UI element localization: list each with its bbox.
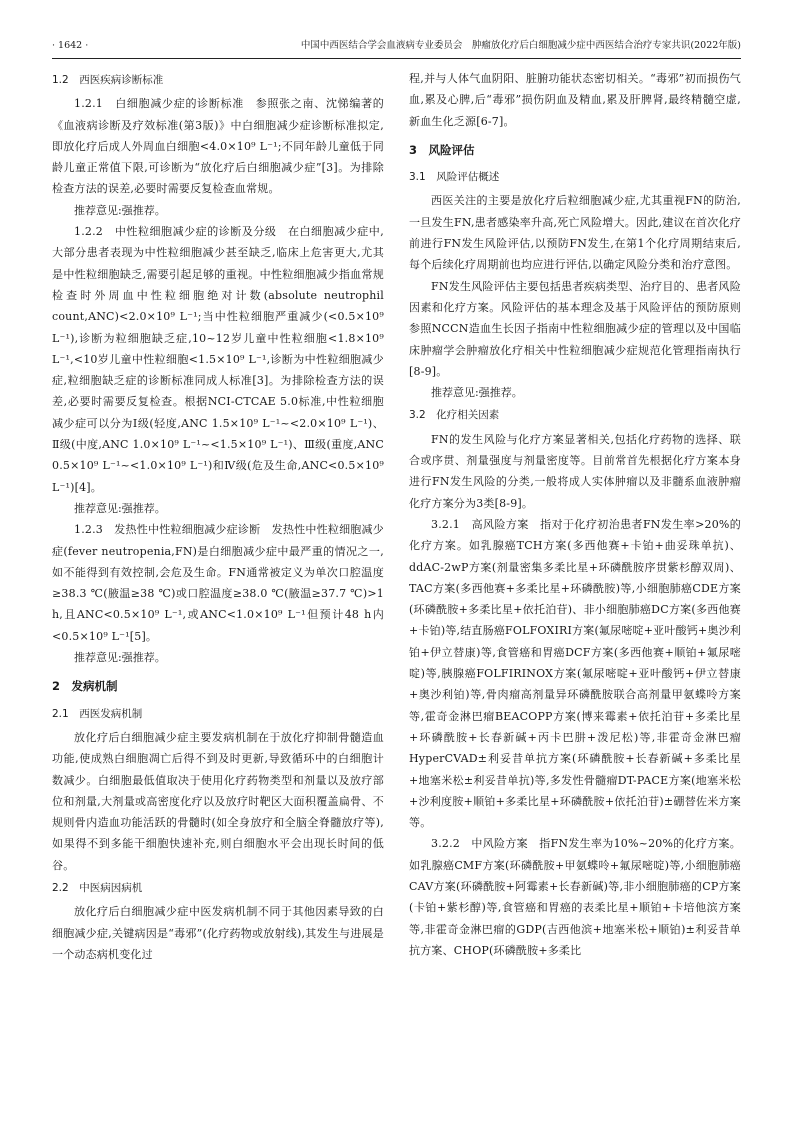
subsection-heading: 3.1 风险评估概述	[409, 171, 500, 184]
paragraph: 1.2.3 发热性中性粒细胞减少症诊断 发热性中性粒细胞减少症(fever neutropenia,FN)是白细胞减少症中最严重的情况之一,如不能得到有效控制,会危及生命。FN通常被定义为单次口腔温度≥38.3 ℃(腋温≥38 ℃)或口腔温度≥38.0 ℃(腋温≥37.7 ℃)>1 h,且ANC<0.5×10⁹ L⁻¹,或ANC<1.0×10⁹ L⁻¹但预计48 h内<0.5×10⁹ L⁻¹[5]。	[52, 523, 384, 643]
right-column	[409, 68, 741, 961]
left-column	[52, 68, 384, 965]
paragraph: 1.2.1 白细胞减少症的诊断标准 参照张之南、沈悌编著的《血液病诊断及疗效标准(第3版)》中白细胞减少症诊断标准拟定,即放化疗后成人外周血白细胞<4.0×10⁹ L⁻¹;不同年龄儿童低于同龄儿童正常值下限,可诊断为“放化疗后白细胞减少症”[3]。为排除检查方法的误差,必要时需要反复检查血常规。	[52, 97, 384, 196]
page-number: · 1642 ·	[52, 40, 89, 51]
subsection-heading: 2.2 中医病因病机	[52, 881, 143, 894]
section-heading: 2 发病机制	[52, 679, 118, 694]
subsection-heading: 1.2 西医疾病诊断标准	[52, 74, 164, 86]
paragraph: 西医关注的主要是放化疗后粒细胞减少症,尤其重视FN的防治,一旦发生FN,患者感染率升高,死亡风险增大。因此,建议在首次化疗前进行FN发生风险评估,以预防FN发生,在第1个化疗周期结束后,每个后续化疗周期前也均应进行评估,以确定风险分类和治疗意图。	[409, 194, 741, 272]
recommendation: 推荐意见:强推荐。	[74, 651, 166, 665]
paragraph: 1.2.2 中性粒细胞减少症的诊断及分级 在白细胞减少症中,大部分患者表现为中性粒细胞减少甚至缺乏,临床上危害更大,尤其是中性粒细胞缺乏,需要引起足够的重视。中性粒细胞减少指血常规检查时外周血中性粒细胞绝对计数(absolute neutrophil count,ANC)<2.0×10⁹ L⁻¹;当中性粒细胞严重减少(<0.5×10⁹ L⁻¹),诊断为粒细胞缺乏症,10~12岁儿童中性粒细胞<1.8×10⁹ L⁻¹,<10岁儿童中性粒细胞<1.5×10⁹ L⁻¹,诊断为中性粒细胞减少症,粒细胞缺乏症的诊断标准同成人标准[3]。为排除检查方法的误差,必要时需要反复检查。根据NCI-CTCAE 5.0标准,中性粒细胞减少症可以分为Ⅰ级(轻度,ANC 1.5×10⁹ L⁻¹~<2.0×10⁹ L⁻¹)、Ⅱ级(中度,ANC 1.0×10⁹ L⁻¹~<1.5×10⁹ L⁻¹)、Ⅲ级(重度,ANC 0.5×10⁹ L⁻¹~<1.0×10⁹ L⁻¹)和Ⅳ级(危及生命,ANC<0.5×10⁹ L⁻¹)[4]。	[52, 225, 384, 494]
running-header	[52, 38, 741, 54]
paragraph: FN发生风险评估主要包括患者疾病类型、治疗目的、患者风险因素和化疗方案。风险评估的基本理念及基于风险评估的预防原则参照NCCN造血生长因子指南中性粒细胞减少症的管理以及中国临床肿瘤学会肿瘤放化疗相关中性粒细胞减少症规范化管理指南执行[8-9]。	[409, 279, 741, 378]
running-title: 中国中西医结合学会血液病专业委员会 肿瘤放化疗后白细胞减少症中西医结合治疗专家共识(2022年版)	[300, 40, 741, 51]
paragraph: 3.2.2 中风险方案 指FN发生率为10%~20%的化疗方案。如乳腺癌CMF方案(环磷酰胺+甲氨蝶呤+氟尿嘧啶)等,小细胞肺癌CAV方案(环磷酰胺+阿霉素+长春新碱)等,非小细胞肺癌的CP方案(卡铂+紫杉醇)等,食管癌和胃癌的表柔比星+顺铂+卡培他滨方案等,非霍奇金淋巴瘤的GDP(吉西他滨+地塞米松+顺铂)±利妥昔单抗方案、CHOP(环磷酰胺+多柔比	[409, 837, 741, 957]
recommendation: 推荐意见:强推荐。	[431, 386, 523, 400]
subsection-heading: 3.2 化疗相关因素	[409, 409, 500, 422]
paragraph: 放化疗后白细胞减少症中医发病机制不同于其他因素导致的白细胞减少症,关键病因是“毒邪”(化疗药物或放射线),其发生与进展是一个动态病机变化过	[52, 905, 384, 961]
recommendation: 推荐意见:强推荐。	[74, 203, 166, 217]
header-rule	[52, 58, 741, 59]
paragraph: FN的发生风险与化疗方案显著相关,包括化疗药物的选择、联合或序贯、剂量强度与剂量密度等。目前常首先根据化疗方案本身进行FN发生风险的分类,一般将成人实体肿瘤以及非髓系血液肿瘤化疗方案分为3类[8-9]。	[409, 432, 741, 510]
paragraph: 放化疗后白细胞减少症主要发病机制在于放化疗抑制骨髓造血功能,使成熟白细胞凋亡后得不到及时更新,导致循环中的白细胞计数减少。白细胞最低值取决于使用化疗药物类型和剂量以及放疗部位和剂量,大剂量或高密度化疗以及放疗时靶区大面积覆盖扁骨、不规则骨内造血功能活跃的骨髓时(如全身放疗和全脑全脊髓放疗等),如果得不到多能干细胞快速补充,则白细胞水平会出现长时间的低谷。	[52, 730, 384, 872]
paragraph: 3.2.1 高风险方案 指对于化疗初治患者FN发生率>20%的化疗方案。如乳腺癌TCH方案(多西他赛+卡铂+曲妥珠单抗)、ddAC-2wP方案(剂量密集多柔比星+环磷酰胺序贯紫杉醇双周)、TAC方案(多西他赛+多柔比星+环磷酰胺)等,小细胞肺癌CDE方案(环磷酰胺+多柔比星+依托泊苷)、非小细胞肺癌DC方案(多西他赛+卡铂)等,结直肠癌FOLFOXIRI方案(氟尿嘧啶+亚叶酸钙+奥沙利铂+伊立替康)等,食管癌和胃癌DCF方案(多西他赛+顺铂+氟尿嘧啶)等,胰腺癌FOLFIRINOX方案(氟尿嘧啶+亚叶酸钙+伊立替康+奥沙利铂)等,骨肉瘤高剂量异环磷酰胺联合高剂量甲氨蝶呤方案等,霍奇金淋巴瘤BEACOPP方案(博来霉素+依托泊苷+多柔比星+环磷酰胺+长春新碱+丙卡巴肼+泼尼松)等,非霍奇金淋巴瘤HyperCVAD±利妥昔单抗方案(环磷酰胺+长春新碱+多柔比星+地塞米松±利妥昔单抗)等,多发性骨髓瘤DT-PACE方案(地塞米松+沙利度胺+顺铂+多柔比星+环磷酰胺+依托泊苷)±硼替佐米方案等。	[409, 517, 741, 830]
subsection-heading: 2.1 西医发病机制	[52, 707, 143, 720]
recommendation: 推荐意见:强推荐。	[74, 501, 166, 515]
section-heading: 3 风险评估	[409, 142, 475, 157]
paragraph: 程,并与人体气血阴阳、脏腑功能状态密切相关。“毒邪”初而损伤气血,累及心脾,后“毒邪”损伤阴血及精血,累及肝脾肾,最终精髓空虚,新血生化乏源[6-7]。	[409, 72, 741, 128]
